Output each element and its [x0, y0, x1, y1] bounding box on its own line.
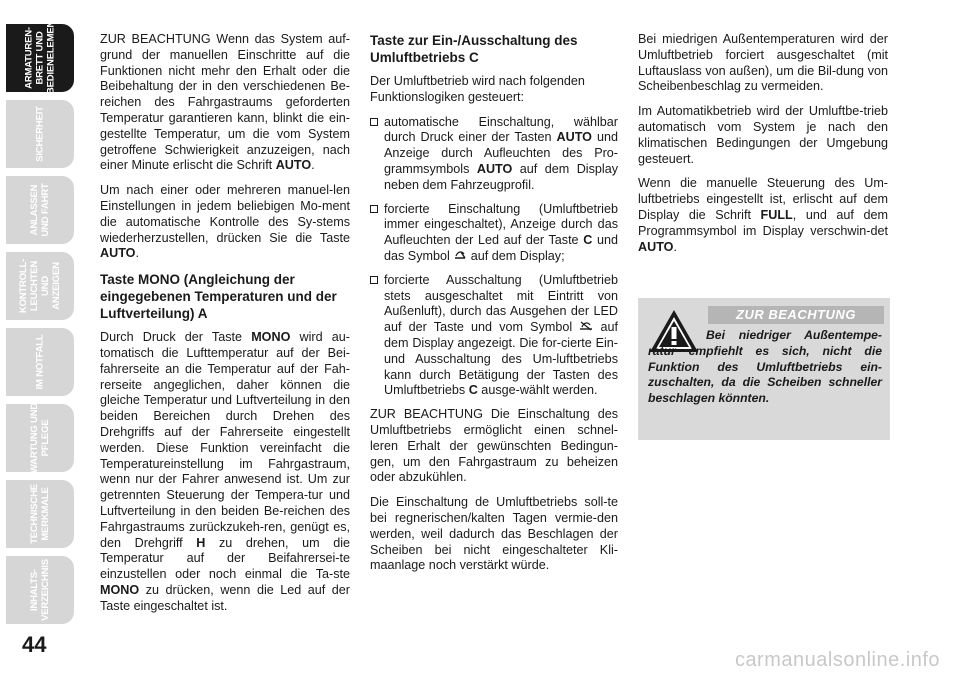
warning-box — [638, 298, 890, 440]
tab-label: WARTUNG UND PFLEGE — [29, 402, 51, 474]
paragraph: Bei miedrigen Außentemperaturen wird der Umluftbetrieb forciert ausgeschaltet (mit Luftauslass von außen), um die Bil-dung von Scheibenbeschlag zu vermeiden. — [638, 32, 888, 94]
column-1 — [100, 32, 350, 624]
tab-label: ANLASSEN UND FAHRT — [29, 183, 51, 237]
column-3 — [638, 32, 888, 264]
page-number: 44 — [22, 632, 47, 657]
tab-label: KONTROLL- LEUCHTEN UND ANZEIGEN — [18, 258, 62, 314]
tab-armaturenbrett[interactable] — [4, 9, 76, 94]
paragraph: Um nach einer oder mehreren manuel-len Einstellungen in jedem beliebigen Mo-ment die automatische Kontrolle des Sy-stems wiederherzustellen, drücken Sie die Taste AUTO. — [100, 183, 350, 261]
tab-label: INHALTS- VERZEICHNIS — [29, 559, 51, 621]
tab-im-notfall[interactable] — [4, 326, 76, 398]
tab-anlassen[interactable] — [4, 174, 76, 246]
bullet-list — [370, 115, 618, 400]
tab-technische-merkmale[interactable] — [4, 478, 76, 550]
section-heading-umluft: Taste zur Ein-/Ausschaltung des Umluftbetriebs C — [370, 33, 578, 65]
column-2 — [370, 32, 618, 583]
paragraph: Durch Druck der Taste MONO wird au-tomatisch die Lufttemperatur auf der Bei-fahrerseite an die Temperatur auf der Fah-rerseite angeglichen, daher können die gleiche Temperatur und Luftverteilung in den beiden Bereichen durch Drehen des Drehgriffs auf der Fahrerseite eingestellt werden. Diese Funktion vereinfacht die Temperatureinstellung im Fahrgastraum, wenn nur der Fahrer anwesend ist. Um zur getrennten Steuerung der Tempera-tur und Luftverteilung in den beiden Be-reichen des Fahrgastraums zurückzukeh-ren, genügt es, den Drehgriff H zu drehen, um die Temperatur auf der Beifahrersei-te einzustellen oder noch einmal die Ta-ste MONO zu drücken, wenn die Led auf der Taste eingeschaltet ist. — [100, 330, 351, 613]
checkbox-bullet-icon — [370, 205, 378, 213]
checkbox-bullet-icon — [370, 276, 378, 284]
section-heading-mono: Taste MONO (Angleichung der eingegebenen Temperaturen und der Luftverteilung) A — [100, 272, 337, 322]
tab-sicherheit[interactable] — [4, 98, 76, 170]
list-item: forcierte Einschaltung (Umluftbetrieb immer eingeschaltet), Anzeige durch das Aufleuchten der Led auf der Taste C und das Symbol auf dem Display; — [370, 202, 618, 265]
tab-label: ARMATUREN- BRETT UND BEDIENELEMENTE — [23, 9, 57, 94]
tab-label: IM NOTFALL — [34, 334, 46, 390]
list-item: automatische Einschaltung, wählbar durch Druck einer der Tasten AUTO und Anzeige durch Aufleuchten des Pro-grammsymbols AUTO auf dem Display neben dem Fahrzeugprofil. — [370, 115, 618, 194]
watermark: carmanualsonline.info — [734, 649, 940, 671]
tab-label: TECHNISCHE MERKMALE — [29, 484, 51, 544]
recirculation-off-icon — [579, 320, 593, 336]
warning-title: ZUR BEACHTUNG — [708, 306, 884, 324]
paragraph: Der Umluftbetrieb wird nach folgenden Funktionslogiken gesteuert: — [370, 74, 585, 104]
recirculation-on-icon — [453, 249, 467, 265]
checkbox-bullet-icon — [370, 118, 378, 126]
paragraph: Wenn die manuelle Steuerung des Um-luftbetriebs eingestellt ist, erlischt auf dem Display die Schrift FULL, und auf dem Programmsymbol im Display verschwin-det AUTO. — [638, 176, 888, 254]
tab-kontrollleuchten[interactable] — [4, 250, 76, 322]
tab-label: SICHERHEIT — [34, 106, 46, 162]
list-item: forcierte Ausschaltung (Umluftbetrieb stets ausgeschaltet mit Eintritt von Außenluft), durch das Ausgehen der LED auf der Taste und vom Symbol auf dem Display angezeigt. Die for-cierte Ein- und Ausschaltung des Um-luftbetriebs kann durch Betätigung der Tasten des Umluftbetriebs C ausge-wählt werden. — [370, 273, 618, 399]
paragraph: Die Einschaltung de Umluftbetriebs soll-te bei regnerischen/kalten Tagen vermie-den werden, weil dadurch das Beschlagen der Scheiben bei nicht eingeschalteter Kli-maanlage noch verstärkt würde. — [370, 495, 618, 573]
paragraph: ZUR BEACHTUNG Die Einschaltung des Umluftbetriebs ermöglicht einen schnel-leren Erhalt der gewünschten Bedingun-gen, um den Fahrgastraum zu beheizen oder abzukühlen. — [370, 407, 618, 485]
warning-text: Bei niedriger Außentempe-ratur empfiehlt es sich, nicht die Funktion des Umluftbetriebs ein-zuschalten, da die Scheiben schneller beschlagen könnten. — [648, 328, 882, 406]
paragraph: ZUR BEACHTUNG Wenn das System auf-grund der manuellen Einschritte auf die Funktionen nicht mehr den Erhalt oder die Beibehaltung der in den verschiedenen Be-reichen des Fahrgastraums geforderten Temperatur garantieren kann, blinkt die ein-gestellte Temperatur, um die vom System getroffene Schwierigkeit anzuzeigen, nach einer Minute erlischt die Schrift AUTO. — [100, 32, 350, 173]
chapter-tabs — [0, 0, 80, 678]
paragraph: Im Automatikbetrieb wird der Umluftbe-trieb automatisch vom System je nach den klimatischen Bedingungen der Umgebung gesteuert. — [638, 104, 888, 166]
tab-inhaltsverzeichnis[interactable] — [4, 554, 76, 626]
tab-wartung[interactable] — [4, 402, 76, 474]
